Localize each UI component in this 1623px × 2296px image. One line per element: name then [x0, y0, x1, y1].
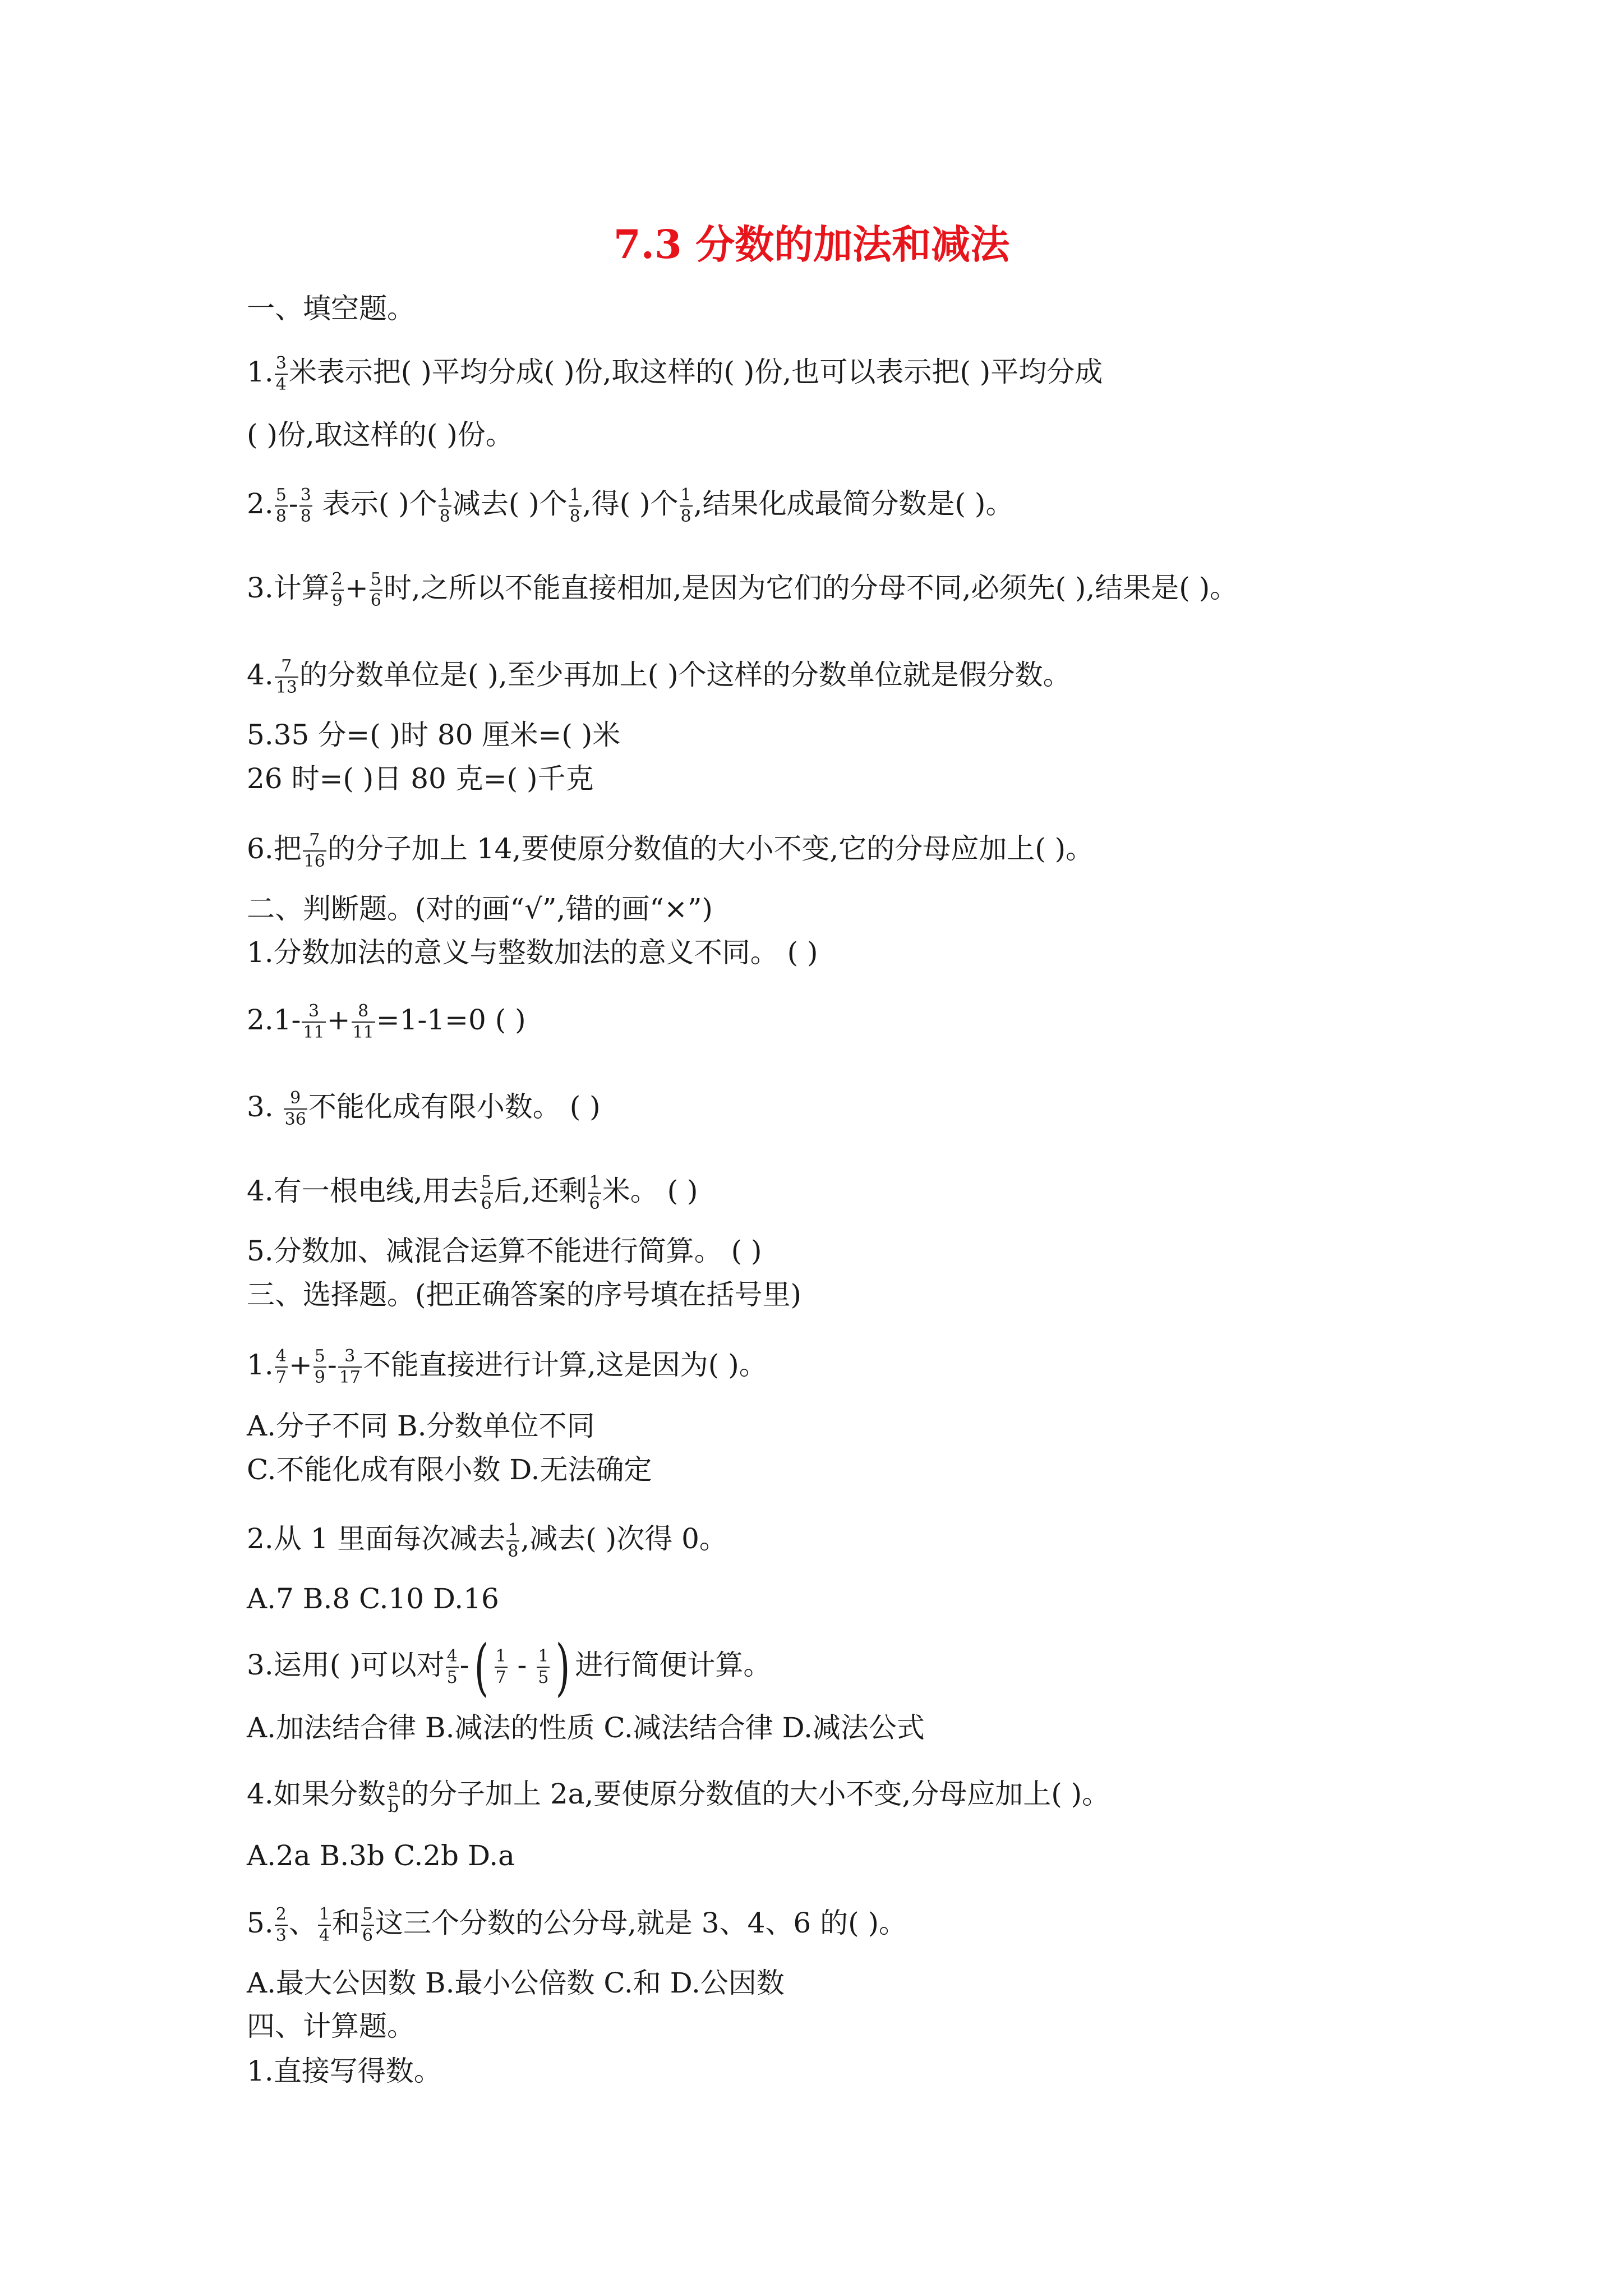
- question-3-1-options-b: C.不能化成有限小数 D.无法确定: [247, 1453, 652, 1486]
- fraction: $\frac{1}{5}$: [538, 1646, 549, 1687]
- fraction: $\frac{1}{8}$: [508, 1520, 519, 1561]
- fraction: $\frac{7}{16}$: [303, 830, 325, 871]
- question-1-5b: 26 时=( )日 80 克=( )千克: [247, 762, 594, 795]
- page-title: 7.3 分数的加法和减法: [613, 221, 1010, 268]
- fraction: $\frac{1}{4}$: [319, 1904, 330, 1945]
- question-1-1: 1. $\frac{3}{4}$ 米表示把( )平均分成( )份,取这样的( )份,也可以表示把( )平均分成: [247, 353, 1103, 394]
- section-1-heading: 一、填空题。: [247, 292, 415, 325]
- fraction: $\frac{4}{5}$: [446, 1646, 458, 1687]
- question-1-5a: 5.35 分=( )时 80 厘米=( )米: [247, 719, 621, 751]
- fraction: $\frac{4}{7}$: [275, 1346, 287, 1387]
- question-1-1-cont: ( )份,取这样的( )份。: [247, 418, 514, 451]
- fraction: $\frac{2}{9}$: [331, 569, 343, 610]
- fraction: $\frac{7}{13}$: [275, 656, 297, 697]
- fraction: $\frac{5}{9}$: [314, 1346, 325, 1387]
- question-3-4: 4.如果分数 $\frac{a}{b}$ 的分子加上 2a,要使原分数值的大小不变,分母应加上( )。: [247, 1775, 1110, 1816]
- section-3-heading: 三、选择题。(把正确答案的序号填在括号里): [247, 1278, 802, 1311]
- fraction: $\frac{3}{11}$: [303, 1001, 325, 1042]
- section-4-heading: 四、计算题。: [247, 2010, 415, 2042]
- fraction: $\frac{3}{17}$: [339, 1346, 361, 1387]
- question-2-1: 1.分数加法的意义与整数加法的意义不同。 ( ): [247, 936, 818, 969]
- question-3-3: 3.运用( )可以对 $\frac{4}{5}$ -( $\frac{1}{7}$ - $\frac{1}{5}$ ) 进行简便计算。: [247, 1631, 772, 1703]
- question-3-5: 5. $\frac{2}{3}$ 、 $\frac{1}{4}$ 和 $\frac{5}{6}$ 这三个分数的公分母,就是 3、4、6 的( )。: [247, 1904, 907, 1945]
- fraction: $\frac{8}{11}$: [352, 1001, 374, 1042]
- fraction: $\frac{3}{8}$: [300, 485, 311, 526]
- right-paren: ): [556, 1631, 570, 1703]
- question-2-2: 2.1- $\frac{3}{11}$ + $\frac{8}{11}$ =1-1=0 ( ): [247, 1001, 526, 1042]
- fraction: $\frac{a}{b}$: [388, 1775, 399, 1816]
- left-paren: (: [474, 1631, 488, 1703]
- fraction: $\frac{5}{6}$: [370, 569, 381, 610]
- section-2-heading: 二、判断题。(对的画“√”,错的画“×”): [247, 892, 713, 925]
- fraction: $\frac{1}{6}$: [589, 1172, 600, 1213]
- question-1-4: 4. $\frac{7}{13}$ 的分数单位是( ),至少再加上( )个这样的分数单位就是假分数。: [247, 656, 1071, 697]
- fraction: $\frac{9}{36}$: [284, 1088, 306, 1129]
- fraction: $\frac{1}{8}$: [680, 485, 691, 526]
- question-3-5-options: A.最大公因数 B.最小公倍数 C.和 D.公因数: [247, 1967, 785, 1999]
- question-3-1-options-a: A.分子不同 B.分数单位不同: [247, 1410, 595, 1442]
- question-3-1: 1. $\frac{4}{7}$ + $\frac{5}{9}$ - $\frac{3}{17}$ 不能直接进行计算,这是因为( )。: [247, 1346, 767, 1387]
- fraction: $\frac{5}{8}$: [275, 485, 287, 526]
- question-3-4-options: A.2a B.3b C.2b D.a: [247, 1839, 515, 1872]
- fraction: $\frac{1}{8}$: [439, 485, 450, 526]
- question-3-3-options: A.加法结合律 B.减法的性质 C.减法结合律 D.减法公式: [247, 1711, 925, 1744]
- fraction: $\frac{1}{7}$: [495, 1646, 506, 1687]
- fraction: $\frac{3}{4}$: [275, 353, 287, 394]
- fraction: $\frac{1}{8}$: [569, 485, 580, 526]
- question-1-2: 2. $\frac{5}{8}$ - $\frac{3}{8}$ 表示( )个 $\frac{1}{8}$ 减去( )个 $\frac{1}{8}$ ,得( )个 $\frac{1}{8}$ ,结果化成最简分数是( )。: [247, 485, 1014, 526]
- question-3-2-options: A.7 B.8 C.10 D.16: [247, 1582, 499, 1615]
- question-2-5: 5.分数加、减混合运算不能进行简算。 ( ): [247, 1235, 762, 1267]
- question-1-3: 3.计算 $\frac{2}{9}$ + $\frac{5}{6}$ 时,之所以不能直接相加,是因为它们的分母不同,必须先( ),结果是( )。: [247, 569, 1238, 610]
- question-4-1: 1.直接写得数。: [247, 2055, 442, 2087]
- question-2-3: 3. $\frac{9}{36}$ 不能化成有限小数。 ( ): [247, 1088, 601, 1129]
- fraction: $\frac{5}{6}$: [481, 1172, 492, 1213]
- question-3-2: 2.从 1 里面每次减去 $\frac{1}{8}$ ,减去( )次得 0。: [247, 1520, 727, 1561]
- question-2-4: 4.有一根电线,用去 $\frac{5}{6}$ 后,还剩 $\frac{1}{6}$ 米。 ( ): [247, 1172, 698, 1213]
- fraction: $\frac{5}{6}$: [362, 1904, 373, 1945]
- question-1-6: 6.把 $\frac{7}{16}$ 的分子加上 14,要使原分数值的大小不变,它的分母应加上( )。: [247, 830, 1094, 871]
- fraction: $\frac{2}{3}$: [275, 1904, 287, 1945]
